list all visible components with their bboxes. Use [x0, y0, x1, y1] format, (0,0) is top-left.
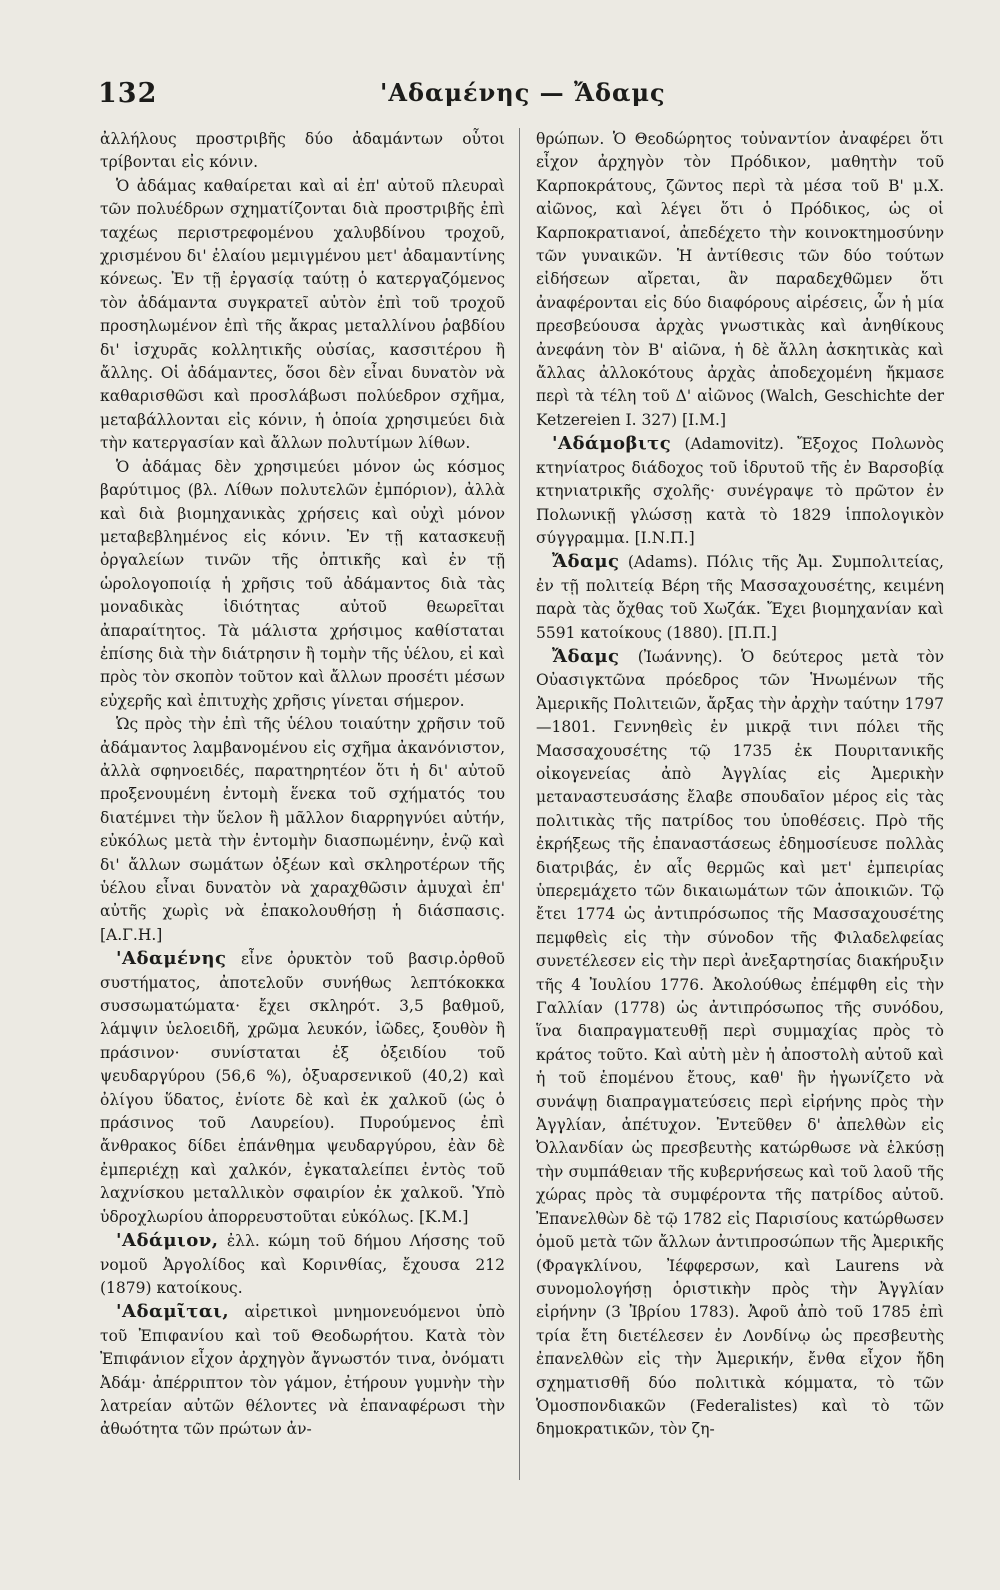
- entry-text: θρώπων. Ὁ Θεοδώρητος τοὐναντίον ἀναφέρει ὅτι εἶχον ἀρχηγὸν τὸν Πρόδικον, μαθητὴν τοῦ Καρποκράτους, ζῶντος περὶ τὰ μέσα τοῦ Β' μ.Χ. αἰῶνος, καὶ λέγει ὅτι ὁ Πρόδικος, ὡς οἱ Καρποκρατιανοί, ἀπεδέχετο τὴν κοινοκτημοσύνην τῶν γυναικῶν. Ἡ ἀντίθεσις τῶν δύο τούτων εἰδήσεων αἴρεται, ἂν παραδεχθῶμεν ὅτι ἀναφέρονται εἰς δύο διαφόρους αἱρέσεις, ὧν ἡ μία πρεσβεύουσα ἀρχὰς γνωστικὰς καὶ ἀνηθίκους ἀνεφάνη τὸν Β' αἰῶνα, ἡ δὲ ἄλλη ἀσκητικὰς καὶ ἄλλας ἀλλοκότους ἀρχὰς ἀποδεχομένη ἤκμασε περὶ τὰ τέλη τοῦ Δ' αἰῶνος (Walch, Geschichte der Ketzereien I. 327) [I.M.]: [536, 130, 944, 429]
- entry-text: Ὡς πρὸς τὴν ἐπὶ τῆς ὑέλου τοιαύτην χρῆσιν τοῦ ἀδάμαντος λαμβανομένου εἰς σχῆμα ἀκανόνιστον, ἀλλὰ σφηνοειδές, παρατηρητέον ὅτι ἡ δι' αὐτοῦ προξενουμένη ἐντομὴ ἕνεκα τοῦ σχήματός του διατέμνει τὴν ὕελον ἢ μᾶλλον διαρρηγνύει αὐτήν, εὐκόλως μετὰ τὴν ἐντομὴν διασπωμένην, ἐνῷ καὶ δι' ἄλλων σωμάτων ὀξέων καὶ σκληροτέρων τῆς ὑέλου εἶναι δυνατὸν νὰ χαραχθῶσιν ἀμυχαὶ ἐπ' αὐτῆς χωρὶς νὰ ἐπακολουθήσῃ ἡ διάσπασις. [Α.Γ.Η.]: [100, 715, 505, 944]
- dictionary-entry: [100, 1300, 505, 1441]
- entry-text: Ὁ ἀδάμας δὲν χρησιμεύει μόνον ὡς κόσμος βαρύτιμος (βλ. Λίθων πολυτελῶν ἐμπόριον), ἀλλὰ καὶ διὰ βιομηχανικὰς χρήσεις καὶ οὐχὶ μόνον μεταβεβλημένος εἰς κόνιν. Ἐν τῇ κατασκευῇ ὀργαλείων τινῶν τῆς ὀπτικῆς καὶ ἐν τῇ ὡρολογοποιίᾳ ἡ χρῆσις τοῦ ἀδάμαντος διὰ τὰς μοναδικὰς ἰδιότητας αὐτοῦ θεωρεῖται ἀπαραίτητος. Τὰ μάλιστα χρήσιμος καθίσταται ἐπίσης διὰ τὴν διάτρησιν ἢ τομὴν τῆς ὑέλου, εἰ καὶ πρὸς τὸν σκοπὸν τοῦτον καὶ ἄλλων προσέτι μέσων εὐχερῆς καὶ ἐπιτυχὴς χρῆσις γίνεται σήμερον.: [100, 457, 505, 710]
- entry-text: εἶνε ὀρυκτὸν τοῦ βασιρ.ὀρθοῦ συστήματος, ἀποτελοῦν συνήθως λεπτόκοκκα συσσωματώματα· ἔχει σκληρότ. 3,5 βαθμοῦ, λάμψιν ὑελοειδῆ, χρῶμα λευκόν, ἰῶδες, ξουθὸν ἢ πράσινον· συνίσταται ἐξ ὀξειδίου τοῦ ψευδαργύρου (56,6 %), ὀξυαρσενικοῦ (40,2) καὶ ὀλίγου ὕδατος, ἐνίοτε δὲ καὶ ἐκ χαλκοῦ (ὡς ὁ πράσινος τοῦ Λαυρείου). Πυρούμενος ἐπὶ ἄνθρακος δίδει ἐπάνθημα ψευδαργύρου, ἐὰν δὲ ἐμπεριέχῃ καὶ χαλκόν, ἐγκαταλείπει ἐντὸς τοῦ λαχνίσκου μεταλλικὸν σφαιρίον ἐκ χαλκοῦ. Ὑπὸ ὑδροχλωρίου ἀπορρευστοῦται εὐκόλως. [Κ.Μ.]: [100, 950, 505, 1226]
- running-head: 'Αδαμένης — Ἄδαμς: [380, 78, 666, 107]
- entry-text: (Adams). Πόλις τῆς Ἀμ. Συμπολιτείας, ἐν τῇ πολιτείᾳ Βέρη τῆς Μασσαχουσέτης, κειμένη παρὰ τὰς ὄχθας τοῦ Χωζάκ. Ἔχει βιομηχανίαν καὶ 5591 κατοίκους (1880). [Π.Π.]: [536, 553, 944, 642]
- entry-text: Ὁ ἀδάμας καθαίρεται καὶ αἱ ἐπ' αὐτοῦ πλευραὶ τῶν πολυέδρων σχηματίζονται διὰ προστριβῆς ἐπὶ ταχέως περιστρεφομένου χαλυβδίνου τροχοῦ, χρισμένου δι' ἐλαίου μεμιγμένου μετ' ἀδαμαντίνης κόνεως. Ἐν τῇ ἐργασίᾳ ταύτῃ ὁ κατεργαζόμενος τὸν ἀδάμαντα συγκρατεῖ αὐτὸν ἐπὶ τοῦ τροχοῦ προσηλωμένον ἐπὶ τῆς ἄκρας μεταλλίνου ῥαβδίου δι' ἰσχυρᾶς κολλητικῆς οὐσίας, κασσιτέρου ἢ ἄλλης. Οἱ ἀδάμαντες, ὅσοι δὲν εἶναι δυνατὸν νὰ καθαρισθῶσι καὶ προσλάβωσι πολύεδρον σχῆμα, μεταβάλλονται εἰς κόνιν, ἡ ὁποία χρησιμεύει διὰ τὴν κατεργασίαν καὶ ἄλλων πολυτίμων λίθων.: [100, 176, 505, 453]
- paragraph: [100, 128, 505, 175]
- entry-text: ἐλλ. κώμη τοῦ δήμου Λήσσης τοῦ νομοῦ Ἀργολίδος καὶ Κορινθίας, ἔχουσα 212 (1879) κατοίκους.: [100, 1232, 505, 1297]
- paragraph: [100, 713, 505, 947]
- entry-headword: 'Αδαμένης: [116, 948, 227, 970]
- paragraph: [536, 128, 944, 432]
- left-column: [100, 128, 505, 1510]
- entry-text: αἱρετικοὶ μνημονευόμενοι ὑπὸ τοῦ Ἐπιφανίου καὶ τοῦ Θεοδωρήτου. Κατὰ τὸν Ἐπιφάνιον εἶχον ἀρχηγὸν ἄγνωστόν τινα, ὀνόματι Ἀδάμ· ἀπέρριπτον τὸν γάμον, ἐτήρουν γυμνὴν τὴν λατρείαν αὐτῶν θέλοντες νὰ ἐπαναφέρωσι τὴν ἀθωότητα τῶν πρώτων ἀν-: [100, 1303, 505, 1439]
- entry-text: (Adamovitz). Ἔξοχος Πολωνὸς κτηνίατρος διάδοχος τοῦ ἱδρυτοῦ τῆς ἐν Βαρσοβίᾳ κτηνιατρικῆς σχολῆς· συνέγραψε τὸ πρῶτον ἐν Πολωνικῇ γλώσσῃ κατὰ τὸ 1829 ἱππολογικὸν σύγγραμμα. [Ι.Ν.Π.]: [536, 435, 944, 547]
- entry-text: ἀλλήλους προστριβῆς δύο ἀδαμάντων οὗτοι τρίβονται εἰς κόνιν.: [100, 130, 505, 172]
- page-number: 132: [98, 78, 158, 109]
- paragraph: [100, 175, 505, 456]
- entry-headword: Ἄδαμς: [552, 551, 620, 573]
- paragraph: [100, 456, 505, 713]
- right-column: [536, 128, 944, 1510]
- entry-headword: Ἄδαμς: [552, 645, 620, 667]
- dictionary-entry: [536, 550, 944, 645]
- entry-headword: 'Αδάμιον,: [116, 1230, 219, 1252]
- column-divider: [519, 128, 520, 1480]
- dictionary-entry: [100, 947, 505, 1229]
- dictionary-entry: [536, 432, 944, 550]
- entry-headword: 'Αδαμῖται,: [116, 1301, 230, 1323]
- dictionary-entry: [536, 645, 944, 1442]
- entry-text: (Ἰωάννης). Ὁ δεύτερος μετὰ τὸν Οὐασιγκτῶνα πρόεδρος τῶν Ἡνωμένων τῆς Ἀμερικῆς Πολιτειῶν, ἄρξας τὴν ἀρχὴν ταύτην 1797—1801. Γεννηθεὶς ἐν μικρᾷ τινι πόλει τῆς Μασσαχουσέτης τῷ 1735 ἐκ Πουριτανικῆς οἰκογενείας ἀπὸ Ἀγγλίας εἰς Ἀμερικὴν μεταναστευσάσης ἔλαβε σπουδαῖον μέρος εἰς τὰς πολιτικὰς τῆς πατρίδος του ὑποθέσεις. Πρὸ τῆς ἐκρήξεως τῆς ἐπαναστάσεως ἐδημοσίευσε πολλὰς διατριβάς, ἐν αἷς θερμῶς καὶ μετ' ἐμπειρίας ὑπερεμάχετο τῶν δικαιωμάτων τῶν ἀποικιῶν. Τῷ ἔτει 1774 ὡς ἀντιπρόσωπος τῆς Μασσαχουσέτης πεμφθεὶς εἰς τὴν σύνοδον τῆς Φιλαδελφείας συνετέλεσεν εἰς τὴν περὶ ἀνεξαρτησίας διακήρυξιν τῆς 4 Ἰουλίου 1776. Ἀκολούθως ἐπέμφθη εἰς τὴν Γαλλίαν (1778) ὡς ἀντιπρόσωπος τῆς συνόδου, ἵνα διαπραγματευθῇ περὶ συμμαχίας πρὸς τὸ κράτος τοῦτο. Καὶ αὐτὴ μὲν ἡ ἀποστολὴ αὐτοῦ καὶ ἡ τοῦ ἑπομένου ἔτους, καθ' ἣν ἠγωνίζετο νὰ συνάψῃ διαπραγματεύσεις περὶ εἰρήνης πρὸς τὴν Ἀγγλίαν, ἀπέτυχον. Ἐντεῦθεν δ' ἀπελθὼν εἰς Ὀλλανδίαν ὡς πρεσβευτὴς κατώρθωσε νὰ ἑλκύσῃ τὴν συμπάθειαν τῆς κυβερνήσεως καὶ τοῦ λαοῦ τῆς χώρας πρὸς τὰ συμφέροντα τῆς πατρίδος αὐτοῦ. Ἐπανελθὼν δὲ τῷ 1782 εἰς Παρισίους κατώρθωσεν ὁμοῦ μετὰ τῶν ἄλλων ἀντιπροσώπων τῆς Ἀμερικῆς (Φραγκλίνου, Ἰέφφερσων, καὶ Laurens νὰ συνομολογήσῃ ὁριστικὴν πρὸς τὴν Ἀγγλίαν εἰρήνην (3 Ἰβρίου 1783). Ἀφοῦ ἀπὸ τοῦ 1785 ἐπὶ τρία ἔτη διετέλεσεν ἐν Λονδίνῳ ὡς πρεσβευτὴς ἐπανελθὼν εἰς τὴν Ἀμερικήν, ἔνθα εἶχον ἤδη σχηματισθῆ δύο πολιτικὰ κόμματα, τὸ τῶν Ὁμοσπονδιακῶν (Federalistes) καὶ τὸ τῶν δημοκρατικῶν, τὸν ζη-: [536, 647, 944, 1439]
- page-header: [98, 78, 930, 114]
- entry-headword: 'Αδάμοβιτς: [552, 433, 672, 455]
- dictionary-entry: [100, 1229, 505, 1300]
